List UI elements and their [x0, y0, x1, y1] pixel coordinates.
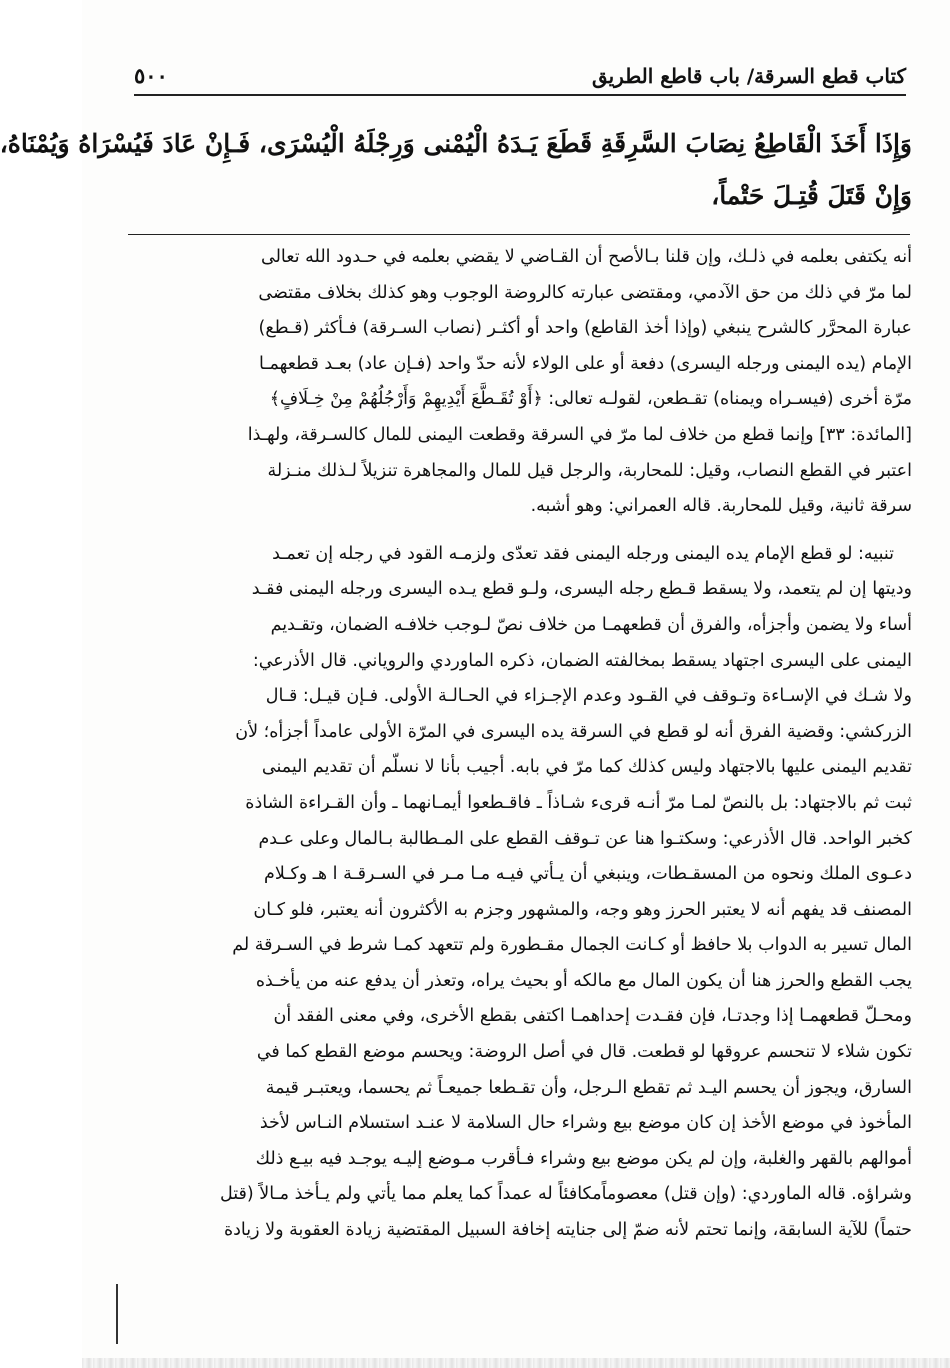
page-number: ٥٠٠: [134, 63, 168, 88]
commentary-line: أنه يكتفى بعلمه في ذلـك، وإن قلنا بـالأصح أن القـاضي لا يقضي بعلمه في حـدود الله تعالى: [261, 247, 912, 267]
commentary-line: المصنف قد يفهم أنه لا يعتبر الحرز وهو وجه، والمشهور وجزم به الأكثرون أنه يعتبر، فلو كـان: [253, 899, 912, 920]
margin-rule: [116, 1284, 118, 1344]
commentary-line: أموالهم بالقهر والغلبة، وإن لم يكن موضع بيع وشراء فـأقرب مـوضع إليـه يوجـد فيه بيـع ذلك: [255, 1148, 912, 1169]
commentary-line: تكون شلاء لا تنحسم عروقها لو قطعت. قال في أصل الروضة: ويحسم موضع القطع كما في: [256, 1042, 912, 1063]
section-divider: [128, 234, 910, 235]
commentary-line: وشراؤه. قاله الماوردي: (وإن قتل) معصوماًمكافئاً له عمداً كما يعلم مما يأتي ولم يـأخذ مـالاً (قتل: [219, 1184, 912, 1205]
commentary-line: المال تسير به الدواب بلا حافظ أو كـانت الجمال مقـطورة ولم تتعهد كمـا شرط في السـرقة لم: [232, 935, 912, 956]
matn-line: وَإِذَا أَخَذَ الْقَاطِعُ نِصَابَ السَّرِقَةِ قَطَعَ يَـدَهُ الْيُمْنى وَرِجْلَهُ الْيُسْرَى، فَـإِنْ عَادَ فَيُسْرَاهُ وَيُمْنَاهُ،: [0, 129, 912, 158]
matn-text: [0, 118, 912, 222]
commentary-line: تنبيه: لو قطع الإمام يده اليمنى ورجله اليمنى فقد تعدّى ولزمـه القود في رجله إن تعمـد: [272, 543, 894, 564]
commentary-line: كخبر الواحد. قال الأذرعي: وسكتـوا هنا عن تـوقف القطع على المـطالبة بـالمال وعلى عـدم: [258, 828, 912, 849]
commentary-line: يجب القطع والحرز هنا أن يكون المال مع مالكه أو بحيث يراه، وتعذر أن يدفع عنه من يأخـذه: [255, 970, 912, 991]
commentary-line: وديتها إن لم يتعمد، ولا يسقط قـطع رجله اليسرى، ولـو قطع يـده اليسرى ورجله اليمنى فقـد: [251, 579, 912, 600]
commentary-line: حتماً) للآية السابقة، وإنما تحتم لأنه ضمّ إلى جنايته إخافة السبيل المقتضية زيادة العقوبة ولا زيادة: [223, 1220, 912, 1241]
chapter-title: كتاب قطع السرقة/ باب قاطع الطريق: [591, 64, 906, 88]
commentary-line: ومحـلّ قطعهمـا إذا وجدتـا، فإن فقـدت إحداهمـا اكتفى بقطع الأخرى، وفي معنى الفقد أن: [273, 1006, 912, 1027]
commentary-line: لما مرّ في ذلك من حق الآدمي، ومقتضى عبارته كالروضة الوجوب وهو كذلك بخلاف مقتضى: [258, 282, 912, 303]
scan-edge: [82, 1358, 950, 1368]
commentary-line: دعـوى الملك ونحوه من المسقـطات، وينبغي أن يـأتي فيـه مـا مـر في السـرقـة ا هـ وكـلام: [263, 864, 912, 885]
commentary-line: أساء ولا يضمن وأجزأه، والفرق أن قطعهمـا من خلاف نصّ لـوجب خلافـه الضمان، وتقـديم: [270, 614, 912, 635]
commentary-line: اعتبر في القطع النصاب، وقيل: للمحاربة، والرجل قيل للمال والمجاهرة تنزيلاً لـذلك منـزلة: [267, 460, 912, 481]
commentary-line: اليمنى على اليسرى اجتهاد يسقط بمخالفته الضمان، ذكره الماوردي والروياني. قال الأذرعي:: [252, 650, 912, 671]
commentary-line: سرقة ثانية، وقيل للمحاربة. قاله العمراني: وهو أشبه.: [530, 496, 912, 517]
commentary-line: ولا شـك في الإسـاءة وتـوقف في القـود وعدم الإجـزاء في الحـالـة الأولى. فـإن قيـل: قـال: [265, 686, 912, 707]
commentary-line: الإمام (يده اليمنى ورجله اليسرى) دفعة أو على الولاء لأنه حدّ واحد (فـإن عاد) بعـد قطعهمـا: [259, 353, 912, 374]
commentary-line: عبارة المحرَّر كالشرح ينبغي (وإذا أخذ القاطع) واحد أو أكثـر (نصاب السـرقة) فـأكثر (قـطع): [258, 318, 912, 339]
commentary-line: مرّة أخرى (فيسـراه ويمناه) تقـطعن، لقولـه تعالى: ﴿أَوْ تُقَـطَّعَ أَيْدِيهِمْ وَأَرْجُلُهُمْ مِنْ خِـلَافٍ﴾: [269, 389, 912, 410]
commentary-text: [126, 240, 912, 1249]
paragraph-gap: [126, 525, 912, 537]
commentary-line: السارق، ويجوز أن يحسم اليـد ثم تقطع الـرجل، وأن تقـطعا جميعـاً ثم يحسما، ويعتبـر قيمة: [265, 1077, 912, 1098]
commentary-line: ثبت ثم بالاجتهاد: بل بالنصّ لمـا مرّ أنـه قرىء شـاذاً ـ فاقـطعوا أيمـانهما ـ وأن القـراءة الشاذة: [245, 792, 912, 813]
commentary-line: المأخوذ في موضع الأخذ إن كان موضع بيع وشراء حال السلامة لا عنـد استسلام النـاس لأخذ: [259, 1113, 912, 1134]
commentary-line: الزركشي: وقضية الفرق أنه لو قطع في السرقة يده اليسرى في المرّة الأولى عامداً أجزأه؛ لأن: [235, 721, 912, 742]
commentary-line: [المائدة: ٣٣] وإنما قطع من خلاف لما مرّ في السرقة وقطعت اليمنى للمال كالسـرقة، ولهـذا: [247, 424, 912, 445]
running-head: [134, 52, 906, 96]
commentary-line: تقديم اليمنى عليها بالاجتهاد وليس كذلك كما مرّ في بابه. أجيب بأنا لا نسلّم أن تقديم اليمنى: [261, 757, 912, 778]
matn-line: وَإِنْ قَتَلَ قُتِـلَ حَتْماً،: [711, 181, 912, 210]
